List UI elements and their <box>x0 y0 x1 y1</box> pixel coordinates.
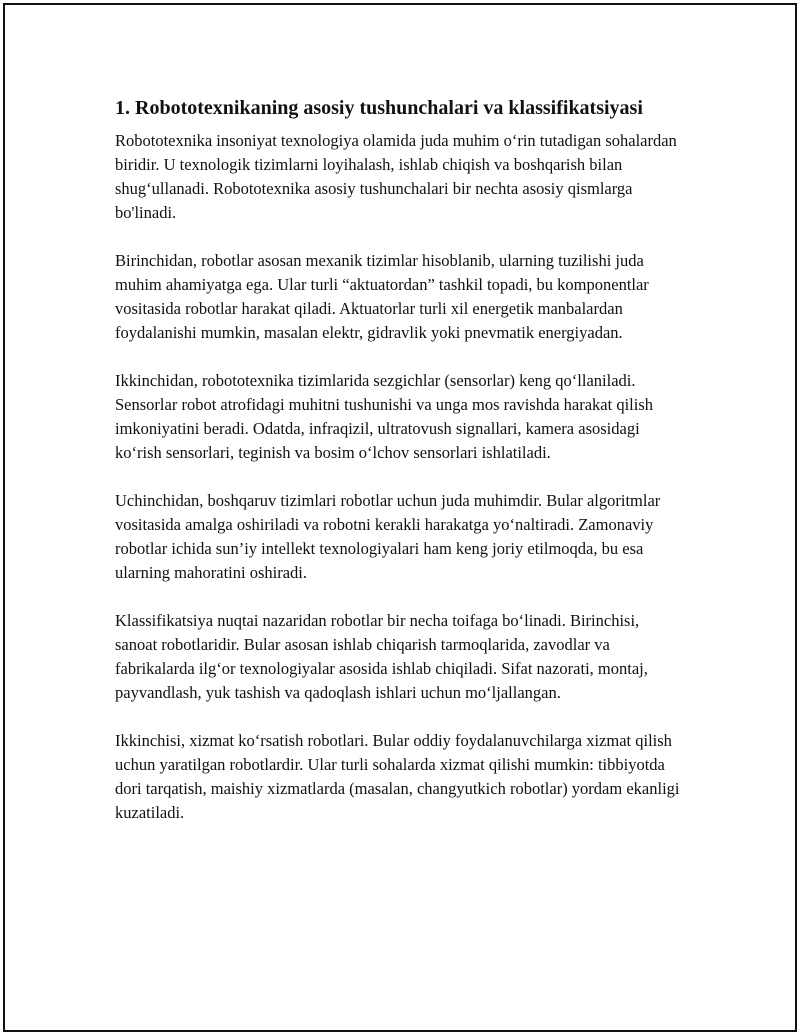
section-heading: 1. Robototexnikaning asosiy tushunchalari va klassifikatsiyasi <box>115 97 643 119</box>
paragraph-intro: Robototexnika insoniyat texnologiya olamida juda muhim o‘rin tutadigan sohalardan biridir. U texnologik tizimlarni loyihalash, ishlab chiqish va boshqarish bilan shug‘ullanadi. Robototexnika asosiy tushunchalari bir nechta asosiy qismlarga bo'linadi. <box>115 131 677 222</box>
paragraph-sensors: Ikkinchidan, robototexnika tizimlarida sezgichlar (sensorlar) keng qo‘llaniladi. Sensorlar robot atrofidagi muhitni tushunishi va unga mos ravishda harakat qilish imkoniyatini beradi. Odatda, infraqizil, ultratovush signallari, kamera asosidagi ko‘rish sensorlari, teginish va bosim o‘lchov sensorlari ishlatiladi. <box>115 371 653 462</box>
paragraph-service-robots: Ikkinchisi, xizmat ko‘rsatish robotlari. Bular oddiy foydalanuvchilarga xizmat qilish uchun yaratilgan robotlardir. Ular turli sohalarda xizmat qilishi mumkin: tibbiyotda dori tarqatish, maishiy xizmatlarda (masalan, changyutkich robotlar) yordam ekanligi kuzatiladi. <box>115 731 680 822</box>
paragraph-control-systems: Uchinchidan, boshqaruv tizimlari robotlar uchun juda muhimdir. Bular algoritmlar vositasida amalga oshiriladi va robotni kerakli harakatga yo‘naltiradi. Zamonaviy robotlar ichida sun’iy intellekt texnologiyalari ham keng joriy etilmoqda, bu esa ularning mahoratini oshiradi. <box>115 491 661 582</box>
document-body <box>115 94 685 849</box>
paragraph-mechanical-systems: Birinchidan, robotlar asosan mexanik tizimlar hisoblanib, ularning tuzilishi juda muhim ahamiyatga ega. Ular turli “aktuatordan” tashkil topadi, bu komponentlar vositasida robotlar harakat qiladi. Aktuatorlar turli xil energetik manbalardan foydalanishi mumkin, masalan elektr, gidravlik yoki pnevmatik energiyadan. <box>115 251 649 342</box>
paragraph-industrial-robots: Klassifikatsiya nuqtai nazaridan robotlar bir necha toifaga bo‘linadi. Birinchisi, sanoat robotlaridir. Bular asosan ishlab chiqarish tarmoqlarida, zavodlar va fabrikalarda ilg‘or texnologiyalar asosida ishlab chiqiladi. Sifat nazorati, montaj, payvandlash, yuk tashish va qadoqlash ishlari uchun mo‘ljallangan. <box>115 611 648 702</box>
